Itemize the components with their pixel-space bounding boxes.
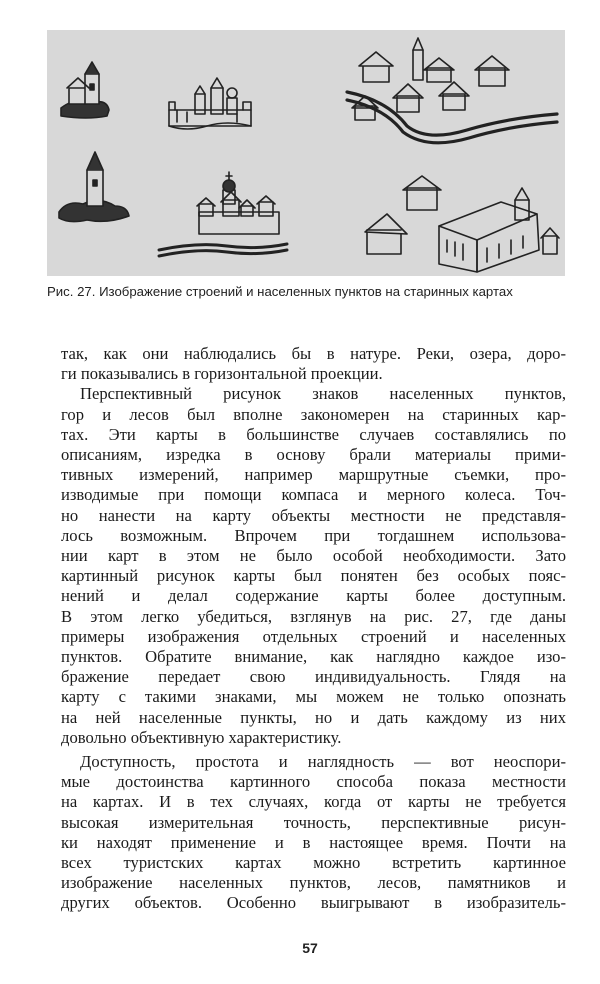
text-line: ки находят применение и в настоящее время. Почти на — [61, 832, 566, 852]
text-line: так, как они наблюдались бы в натуре. Реки, озера, доро- — [61, 344, 566, 363]
text-line: тивных измерений, например маршрутные съемки, про- — [61, 465, 566, 485]
text-line: других объектов. Особенно выигрывают в изобразитель- — [61, 893, 566, 913]
body-text — [61, 344, 566, 914]
walled-town-drawing — [169, 78, 251, 129]
text-line: гор и лесов был вполне закономерен на старинных кар- — [61, 404, 566, 424]
text-line: В этом легко убедиться, взглянув на рис. 27, где даны — [61, 606, 566, 626]
castle-on-hill-drawing — [61, 62, 109, 118]
text-line: лось возможным. Впрочем при тогдашнем использова- — [61, 525, 566, 545]
text-line: Доступность, простота и наглядность — вот неоспори- — [80, 752, 566, 772]
text-line: Перспективный рисунок знаков населенных пунктов, — [80, 384, 566, 404]
church-town-drawing — [159, 172, 287, 256]
text-line: карту с такими знаками, мы можем не только опознать — [61, 687, 566, 707]
text-line: описаниям, изредка в основу брали материалы прими- — [61, 445, 566, 465]
text-line: высокая измерительная точность, перспективные рисун- — [61, 812, 566, 832]
text-line: мые достоинства картинного способа показа местности — [61, 772, 566, 792]
text-line: изводимые при помощи компаса и мерного колеса. Точ- — [61, 485, 566, 505]
text-line: на картах. И в тех случаях, когда от карты не требуется — [61, 792, 566, 812]
text-line: на ней населенные пункты, но и дать каждому из них — [61, 707, 566, 727]
text-line: примеры изображения отдельных строений и населенных — [61, 626, 566, 646]
town-with-river-drawing — [347, 38, 557, 143]
text-line: ги показывались в горизонтальной проекции. — [61, 364, 383, 384]
text-line: всех туристских картах можно встретить картинное — [61, 853, 566, 873]
text-line: нии карт в этом не было особой необходимости. Зато — [61, 546, 566, 566]
text-line: картинный рисунок карты был понятен без особых пояс- — [61, 566, 566, 586]
page-number: 57 — [302, 940, 318, 956]
tower-on-rocks-drawing — [59, 152, 129, 222]
text-line: пунктов. Обратите внимание, как наглядно каждое изо- — [61, 647, 566, 667]
figure-illustration — [47, 30, 565, 276]
text-line: нений и делал содержание карты более доступным. — [61, 586, 566, 606]
text-line: изображение населенных пунктов, лесов, памятников и — [61, 873, 566, 893]
figure-caption: Рис. 27. Изображение строений и населенных пунктов на старинных картах — [47, 284, 513, 299]
text-line: бражение передает свою индивидуальность. Глядя на — [61, 667, 566, 687]
village-with-manor-drawing — [365, 176, 559, 272]
text-line: но нанести на карту объекты местности не представля- — [61, 505, 566, 525]
text-line: довольно объективную характеристику. — [61, 727, 342, 747]
text-line: тах. Эти карты в большинстве случаев составлялись по — [61, 424, 566, 444]
